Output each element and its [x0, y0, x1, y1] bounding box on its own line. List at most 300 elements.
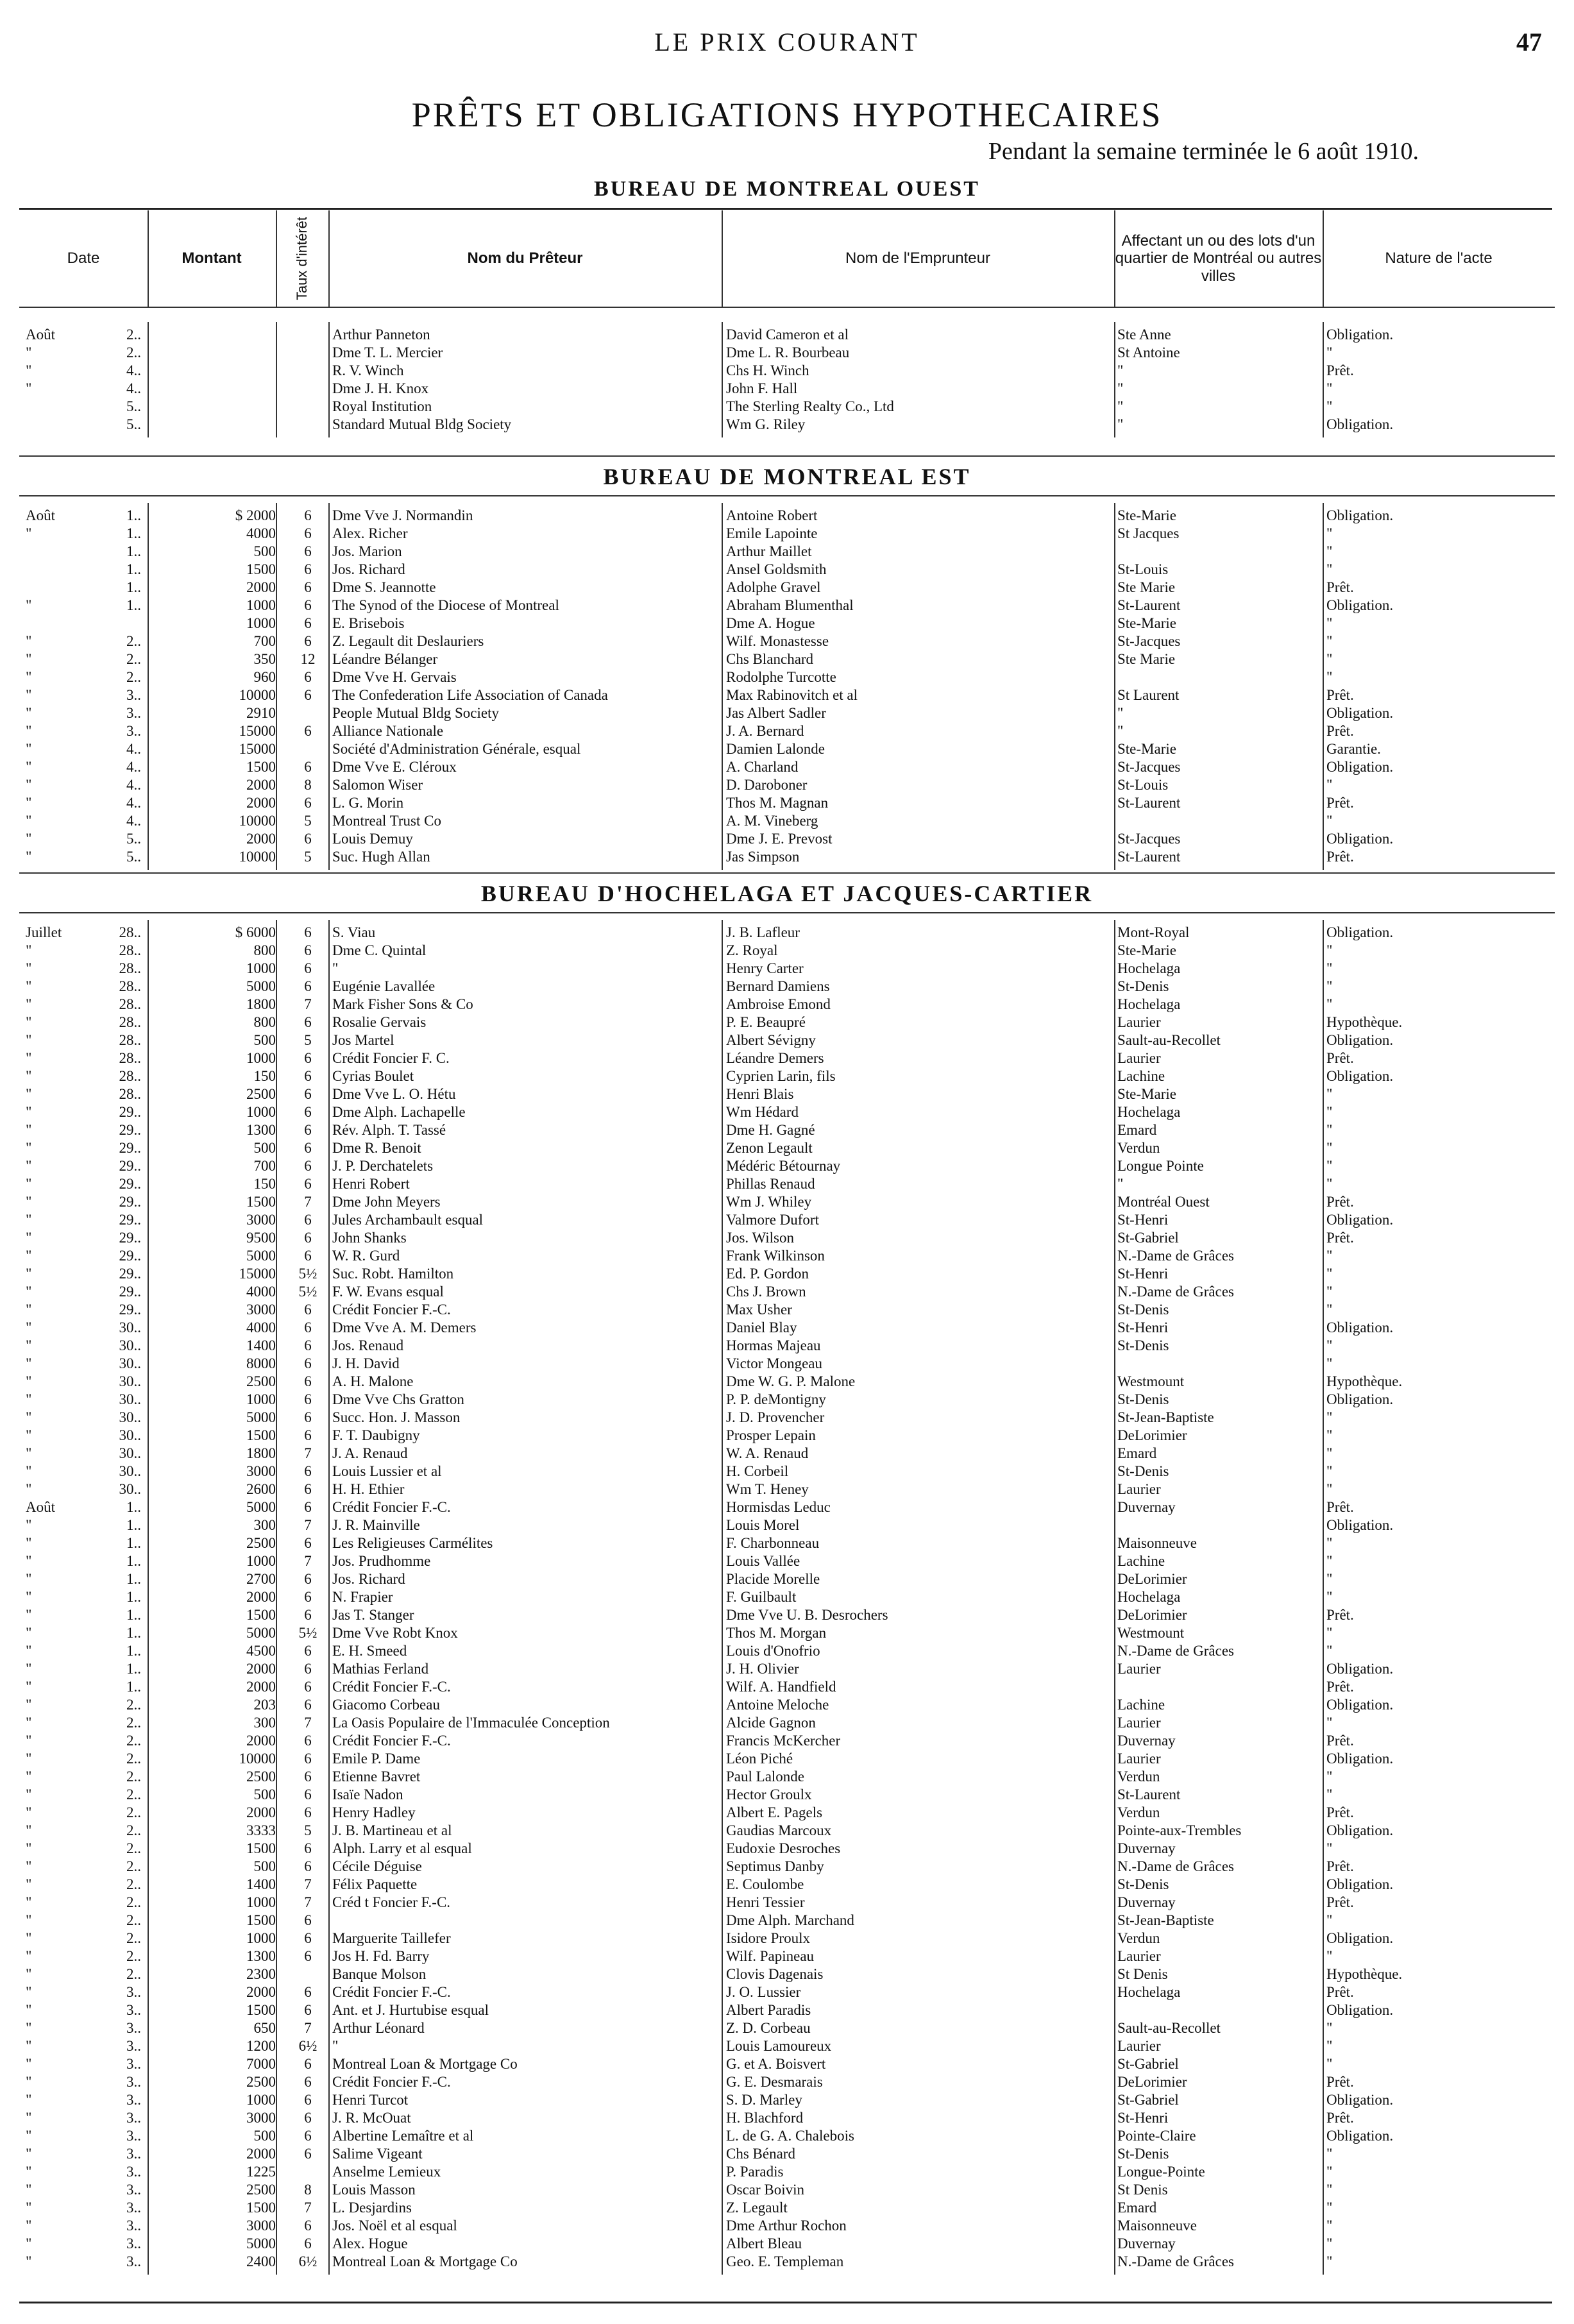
- amount-cell: 2000: [246, 1733, 276, 1749]
- amount-cell: 9500: [246, 1230, 276, 1246]
- amount-cell: 5000: [246, 978, 276, 994]
- lender-cell: Crédit Foncier F.-C.: [332, 1733, 451, 1749]
- rate-cell: 6: [304, 2056, 312, 2072]
- lender-cell: Montreal Trust Co: [332, 813, 441, 829]
- rate-cell: 6: [304, 1535, 312, 1551]
- date-day-cell: 29..: [119, 1158, 141, 1174]
- quarter-cell: Sault-au-Recollet: [1117, 2020, 1221, 2036]
- row-rule: [19, 455, 1555, 457]
- rate-cell: 6: [304, 1571, 312, 1587]
- lender-cell: Dme Vve Robt Knox: [332, 1625, 458, 1641]
- table-row: [0, 2037, 1574, 2055]
- nature-cell: Obligation.: [1326, 1032, 1394, 1048]
- date-month-cell: ": [26, 380, 32, 396]
- column-divider: [1323, 920, 1324, 2275]
- date-day-cell: 29..: [119, 1230, 141, 1246]
- rate-cell: 6: [304, 2235, 312, 2252]
- lender-cell: S. Viau: [332, 924, 376, 940]
- borrower-cell: A. M. Vineberg: [726, 813, 818, 829]
- amount-cell: 10000: [239, 813, 276, 829]
- nature-cell: Obligation.: [1326, 705, 1394, 721]
- borrower-cell: Max Usher: [726, 1302, 792, 1318]
- lender-cell: ": [332, 960, 339, 976]
- lender-cell: E. H. Smeed: [332, 1643, 407, 1659]
- nature-cell: ": [1326, 2020, 1333, 2036]
- date-month-cell: ": [26, 1409, 32, 1425]
- lender-cell: Henri Robert: [332, 1176, 410, 1192]
- column-divider: [1323, 322, 1324, 437]
- lender-cell: Henri Turcot: [332, 2092, 409, 2108]
- rate-cell: 7: [304, 1517, 312, 1533]
- borrower-cell: Dme W. G. P. Malone: [726, 1373, 856, 1389]
- nature-cell: Prêt.: [1326, 1050, 1354, 1066]
- lender-cell: Montreal Loan & Mortgage Co: [332, 2056, 518, 2072]
- lender-cell: Montreal Loan & Mortgage Co: [332, 2253, 518, 2269]
- nature-cell: ": [1326, 1912, 1333, 1928]
- lender-cell: Arthur Léonard: [332, 2020, 425, 2036]
- table-row: [0, 2127, 1574, 2145]
- date-day-cell: 29..: [119, 1122, 141, 1138]
- quarter-cell: St Denis: [1117, 1966, 1168, 1982]
- table-row: [0, 1678, 1574, 1696]
- table-row: [0, 1804, 1574, 1822]
- quarter-cell: N.-Dame de Grâces: [1117, 1248, 1234, 1264]
- column-divider: [328, 503, 330, 870]
- table-row: [0, 1391, 1574, 1409]
- borrower-cell: Abraham Blumenthal: [726, 597, 854, 613]
- date-day-cell: 28..: [119, 924, 141, 940]
- nature-cell: ": [1326, 1086, 1333, 1102]
- nature-cell: Prêt.: [1326, 795, 1354, 811]
- date-month-cell: ": [26, 687, 32, 703]
- rate-cell: 6: [304, 1176, 312, 1192]
- table-row: [0, 1265, 1574, 1283]
- amount-cell: 10000: [239, 849, 276, 865]
- table-row: [0, 960, 1574, 978]
- quarter-cell: St-Jacques: [1117, 759, 1181, 775]
- table-row: [0, 543, 1574, 561]
- nature-cell: Garantie.: [1326, 741, 1381, 757]
- table-row: [0, 1067, 1574, 1085]
- nature-cell: ": [1326, 2146, 1333, 2162]
- lender-cell: Isaïe Nadon: [332, 1786, 403, 1802]
- date-day-cell: 3..: [126, 705, 141, 721]
- lender-cell: The Synod of the Diocese of Montreal: [332, 597, 559, 613]
- borrower-cell: John F. Hall: [726, 380, 798, 396]
- column-divider: [1114, 210, 1115, 307]
- nature-cell: ": [1326, 960, 1333, 976]
- lender-cell: Jules Archambault esqual: [332, 1212, 484, 1228]
- date-day-cell: 30..: [119, 1319, 141, 1336]
- rate-cell: 5: [304, 813, 312, 829]
- rate-cell: 6: [304, 978, 312, 994]
- nature-cell: ": [1326, 1445, 1333, 1461]
- borrower-cell: Wm T. Heney: [726, 1481, 809, 1497]
- borrower-cell: David Cameron et al: [726, 327, 849, 343]
- quarter-cell: Westmount: [1117, 1625, 1185, 1641]
- borrower-cell: Jas Albert Sadler: [726, 705, 826, 721]
- amount-cell: 2500: [246, 1373, 276, 1389]
- nature-cell: ": [1326, 1553, 1333, 1569]
- column-divider: [1114, 920, 1115, 2275]
- date-month-cell: ": [26, 1589, 32, 1605]
- column-header-rate-label: Taux d'intérêt: [294, 216, 310, 301]
- nature-cell: Obligation.: [1326, 924, 1394, 940]
- column-divider: [148, 322, 149, 437]
- date-day-cell: 2..: [126, 1876, 141, 1892]
- rate-cell: 6: [304, 1248, 312, 1264]
- borrower-cell: G. et A. Boisvert: [726, 2056, 826, 2072]
- date-day-cell: 2..: [126, 1858, 141, 1874]
- quarter-cell: St-Denis: [1117, 1391, 1169, 1407]
- rate-cell: 5½: [298, 1266, 317, 1282]
- borrower-cell: The Sterling Realty Co., Ltd: [726, 398, 894, 414]
- row-rule: [19, 912, 1555, 913]
- nature-cell: Obligation.: [1326, 327, 1394, 343]
- table-row: [0, 942, 1574, 960]
- quarter-cell: Verdun: [1117, 1804, 1160, 1820]
- nature-cell: ": [1326, 1122, 1333, 1138]
- nature-cell: ": [1326, 543, 1333, 559]
- quarter-cell: Duvernay: [1117, 2235, 1176, 2252]
- lender-cell: Crédit Foncier F. C.: [332, 1050, 450, 1066]
- amount-cell: 1000: [246, 615, 276, 631]
- amount-cell: 2700: [246, 1571, 276, 1587]
- amount-cell: 500: [253, 1858, 276, 1874]
- lender-cell: Dme Vve Chs Gratton: [332, 1391, 464, 1407]
- quarter-cell: St-Laurent: [1117, 597, 1181, 613]
- quarter-cell: Longue-Pointe: [1117, 2164, 1205, 2180]
- amount-cell: 2000: [246, 1804, 276, 1820]
- amount-cell: 2000: [246, 777, 276, 793]
- quarter-cell: Duvernay: [1117, 1499, 1176, 1515]
- amount-cell: 1800: [246, 996, 276, 1012]
- nature-cell: ": [1326, 2182, 1333, 2198]
- borrower-cell: Bernard Damiens: [726, 978, 830, 994]
- date-month-cell: ": [26, 1158, 32, 1174]
- date-day-cell: 5..: [126, 398, 141, 414]
- rate-cell: 6: [304, 759, 312, 775]
- amount-cell: 4000: [246, 525, 276, 541]
- lender-cell: Félix Paquette: [332, 1876, 418, 1892]
- table-row: [0, 344, 1574, 362]
- amount-cell: 1800: [246, 1445, 276, 1461]
- table-row: [0, 1157, 1574, 1175]
- date-day-cell: 28..: [119, 960, 141, 976]
- lender-cell: L. G. Morin: [332, 795, 404, 811]
- rate-cell: 6: [304, 2146, 312, 2162]
- borrower-cell: Chs Bénard: [726, 2146, 795, 2162]
- date-day-cell: 4..: [126, 777, 141, 793]
- amount-cell: 300: [253, 1517, 276, 1533]
- lender-cell: Alliance Nationale: [332, 723, 444, 739]
- rate-cell: 6: [304, 1158, 312, 1174]
- table-row: [0, 597, 1574, 615]
- quarter-cell: DeLorimier: [1117, 1571, 1187, 1587]
- date-month-cell: ": [26, 1553, 32, 1569]
- table-row: [0, 1193, 1574, 1211]
- amount-cell: 150: [253, 1176, 276, 1192]
- nature-cell: ": [1326, 2164, 1333, 2180]
- quarter-cell: Duvernay: [1117, 1894, 1176, 1910]
- date-day-cell: 28..: [119, 942, 141, 958]
- date-month-cell: ": [26, 669, 32, 685]
- date-month-cell: ": [26, 1302, 32, 1318]
- borrower-cell: Thos M. Morgan: [726, 1625, 827, 1641]
- rate-cell: 6: [304, 687, 312, 703]
- borrower-cell: Hormisdas Leduc: [726, 1499, 831, 1515]
- table-row: [0, 1031, 1574, 1049]
- date-day-cell: 2..: [126, 1733, 141, 1749]
- date-day-cell: 1..: [126, 1607, 141, 1623]
- rate-cell: 6: [304, 2092, 312, 2108]
- lender-cell: Mathias Ferland: [332, 1661, 429, 1677]
- lender-cell: H. H. Ethier: [332, 1481, 405, 1497]
- rate-cell: 7: [304, 996, 312, 1012]
- rate-cell: 6: [304, 1589, 312, 1605]
- row-rule: [19, 872, 1555, 874]
- date-month-cell: ": [26, 831, 32, 847]
- quarter-cell: St-Denis: [1117, 2146, 1169, 2162]
- date-day-cell: 2..: [126, 651, 141, 667]
- lender-cell: Dme Vve L. O. Hétu: [332, 1086, 456, 1102]
- rate-cell: 6: [304, 2074, 312, 2090]
- borrower-cell: Léandre Demers: [726, 1050, 824, 1066]
- lender-cell: Société d'Administration Générale, esqual: [332, 741, 581, 757]
- quarter-cell: St Antoine: [1117, 344, 1180, 360]
- quarter-cell: St-Jean-Baptiste: [1117, 1912, 1214, 1928]
- amount-cell: 2000: [246, 1661, 276, 1677]
- table-row: [0, 1750, 1574, 1768]
- quarter-cell: St-Gabriel: [1117, 1230, 1179, 1246]
- column-header-quarter: Affectant un ou des lots d'un quartier de Montréal ou autres villes: [1115, 232, 1322, 285]
- quarter-cell: Ste-Marie: [1117, 942, 1176, 958]
- date-month-cell: ": [26, 2164, 32, 2180]
- lender-cell: Henry Hadley: [332, 1804, 416, 1820]
- rate-cell: 6: [304, 561, 312, 577]
- date-day-cell: 29..: [119, 1266, 141, 1282]
- rate-cell: 6: [304, 1086, 312, 1102]
- date-month-cell: ": [26, 2200, 32, 2216]
- amount-cell: 2500: [246, 2074, 276, 2090]
- borrower-cell: Dme J. E. Prevost: [726, 831, 833, 847]
- borrower-cell: Dme H. Gagné: [726, 1122, 815, 1138]
- column-divider: [276, 322, 277, 437]
- column-divider: [148, 920, 149, 2275]
- table-row: [0, 1463, 1574, 1480]
- column-divider: [722, 210, 723, 307]
- page-header: [0, 27, 1574, 65]
- table-row: [0, 1642, 1574, 1660]
- table-row: [0, 1912, 1574, 1930]
- table-row: [0, 2073, 1574, 2091]
- lender-cell: J. B. Martineau et al: [332, 1822, 452, 1838]
- table-row: [0, 1103, 1574, 1121]
- date-month-cell: ": [26, 1481, 32, 1497]
- date-day-cell: 28..: [119, 1068, 141, 1084]
- borrower-cell: Henri Tessier: [726, 1894, 805, 1910]
- journal-name: LE PRIX COURANT: [654, 28, 920, 56]
- date-day-cell: 3..: [126, 687, 141, 703]
- date-day-cell: 4..: [126, 759, 141, 775]
- nature-cell: ": [1326, 398, 1333, 414]
- nature-cell: ": [1326, 2200, 1333, 2216]
- quarter-cell: Laurier: [1117, 1050, 1161, 1066]
- table-row: [0, 1588, 1574, 1606]
- quarter-cell: Emard: [1117, 1445, 1157, 1461]
- lender-cell: Dme Vve H. Gervais: [332, 669, 457, 685]
- lender-cell: Salomon Wiser: [332, 777, 423, 793]
- quarter-cell: Hochelaga: [1117, 1984, 1181, 2000]
- column-header-nature: Nature de l'acte: [1385, 250, 1493, 267]
- amount-cell: 2000: [246, 1679, 276, 1695]
- amount-cell: 500: [253, 1140, 276, 1156]
- date-month-cell: ": [26, 741, 32, 757]
- lender-cell: J. H. David: [332, 1355, 400, 1371]
- rate-cell: 6: [304, 795, 312, 811]
- week-subtitle: Pendant la semaine terminée le 6 août 1910.: [988, 138, 1419, 165]
- date-day-cell: 2..: [126, 1786, 141, 1802]
- borrower-cell: Wilf. Papineau: [726, 1948, 815, 1964]
- nature-cell: ": [1326, 1571, 1333, 1587]
- date-day-cell: 2..: [126, 327, 141, 343]
- quarter-cell: ": [1117, 1176, 1124, 1192]
- rate-cell: 6: [304, 831, 312, 847]
- lender-cell: Crédit Foncier F.-C.: [332, 1499, 451, 1515]
- date-day-cell: 2..: [126, 1894, 141, 1910]
- rate-cell: 6: [304, 1373, 312, 1389]
- borrower-cell: Zenon Legault: [726, 1140, 813, 1156]
- amount-cell: $ 6000: [235, 924, 276, 940]
- borrower-cell: E. Coulombe: [726, 1876, 804, 1892]
- date-month-cell: ": [26, 1984, 32, 2000]
- section-title-0: BUREAU DE MONTREAL OUEST: [594, 177, 980, 201]
- lender-cell: Eugénie Lavallée: [332, 978, 436, 994]
- quarter-cell: Westmount: [1117, 1373, 1185, 1389]
- amount-cell: 1500: [246, 2200, 276, 2216]
- date-day-cell: 4..: [126, 380, 141, 396]
- borrower-cell: H. Blachford: [726, 2110, 804, 2126]
- rate-cell: 6: [304, 1912, 312, 1928]
- row-rule: [19, 307, 1555, 308]
- quarter-cell: St-Denis: [1117, 978, 1169, 994]
- nature-cell: ": [1326, 2038, 1333, 2054]
- date-month-cell: ": [26, 1355, 32, 1371]
- borrower-cell: Ed. P. Gordon: [726, 1266, 809, 1282]
- lender-cell: Léandre Bélanger: [332, 651, 438, 667]
- quarter-cell: Ste-Marie: [1117, 615, 1176, 631]
- lender-cell: Louis Masson: [332, 2182, 416, 2198]
- amount-cell: 203: [253, 1697, 276, 1713]
- nature-cell: ": [1326, 615, 1333, 631]
- date-day-cell: 30..: [119, 1463, 141, 1479]
- rate-cell: 6: [304, 2128, 312, 2144]
- amount-cell: 2000: [246, 1589, 276, 1605]
- lender-cell: Mark Fisher Sons & Co: [332, 996, 473, 1012]
- rate-cell: 5½: [298, 1625, 317, 1641]
- amount-cell: 1500: [246, 1194, 276, 1210]
- date-month-cell: ": [26, 2020, 32, 2036]
- date-month-cell: ": [26, 525, 32, 541]
- table-row: [0, 1965, 1574, 1983]
- nature-cell: Obligation.: [1326, 831, 1394, 847]
- amount-cell: 2000: [246, 1984, 276, 2000]
- borrower-cell: Prosper Lepain: [726, 1427, 816, 1443]
- lender-cell: Louis Demuy: [332, 831, 413, 847]
- date-month-cell: ": [26, 633, 32, 649]
- rate-cell: 6: [304, 1140, 312, 1156]
- nature-cell: ": [1326, 978, 1333, 994]
- borrower-cell: Adolphe Gravel: [726, 579, 821, 595]
- amount-cell: 8000: [246, 1355, 276, 1371]
- lender-cell: Dme T. L. Mercier: [332, 344, 443, 360]
- table-row: [0, 2055, 1574, 2073]
- date-day-cell: 3..: [126, 2092, 141, 2108]
- quarter-cell: N.-Dame de Grâces: [1117, 1643, 1234, 1659]
- table-row: [0, 1840, 1574, 1858]
- table-row: [0, 1445, 1574, 1463]
- amount-cell: 1000: [246, 1553, 276, 1569]
- date-month-cell: ": [26, 1050, 32, 1066]
- column-divider: [328, 920, 330, 2275]
- amount-cell: 1400: [246, 1876, 276, 1892]
- borrower-cell: Chs J. Brown: [726, 1284, 806, 1300]
- date-day-cell: 2..: [126, 633, 141, 649]
- rate-cell: 6: [304, 1050, 312, 1066]
- table-row: [0, 561, 1574, 579]
- nature-cell: ": [1326, 1948, 1333, 1964]
- borrower-cell: L. de G. A. Chalebois: [726, 2128, 854, 2144]
- borrower-cell: Dme A. Hogue: [726, 615, 815, 631]
- table-row: [0, 2001, 1574, 2019]
- column-divider: [1114, 322, 1115, 437]
- date-day-cell: 30..: [119, 1427, 141, 1443]
- amount-cell: 650: [253, 2020, 276, 2036]
- borrower-cell: D. Daroboner: [726, 777, 808, 793]
- date-month-cell: ": [26, 1768, 32, 1785]
- date-month-cell: ": [26, 1804, 32, 1820]
- nature-cell: Obligation.: [1326, 1319, 1394, 1336]
- nature-cell: Hypothèque.: [1326, 1373, 1403, 1389]
- amount-cell: 1000: [246, 597, 276, 613]
- amount-cell: 3000: [246, 2110, 276, 2126]
- borrower-cell: Z. Royal: [726, 942, 778, 958]
- rate-cell: 6: [304, 1230, 312, 1246]
- quarter-cell: St-Denis: [1117, 1876, 1169, 1892]
- quarter-cell: Verdun: [1117, 1140, 1160, 1156]
- rate-cell: 7: [304, 1876, 312, 1892]
- lender-cell: Rév. Alph. T. Tassé: [332, 1122, 446, 1138]
- date-day-cell: 30..: [119, 1337, 141, 1353]
- date-month-cell: ": [26, 1822, 32, 1838]
- date-month-cell: ": [26, 759, 32, 775]
- table-row: [0, 1930, 1574, 1947]
- quarter-cell: Emard: [1117, 1122, 1157, 1138]
- borrower-cell: P. Paradis: [726, 2164, 784, 2180]
- table-row: [0, 2217, 1574, 2235]
- borrower-cell: Dme Vve U. B. Desrochers: [726, 1607, 888, 1623]
- nature-cell: ": [1326, 2235, 1333, 2252]
- rate-cell: 6: [304, 1948, 312, 1964]
- borrower-cell: Rodolphe Turcotte: [726, 669, 836, 685]
- date-day-cell: 1..: [126, 1589, 141, 1605]
- date-day-cell: 29..: [119, 1104, 141, 1120]
- table-row: [0, 615, 1574, 632]
- column-header-amount: Montant: [182, 250, 242, 267]
- borrower-cell: Chs Blanchard: [726, 651, 814, 667]
- rate-cell: 6: [304, 1122, 312, 1138]
- column-header-lender: Nom du Prêteur: [467, 250, 583, 267]
